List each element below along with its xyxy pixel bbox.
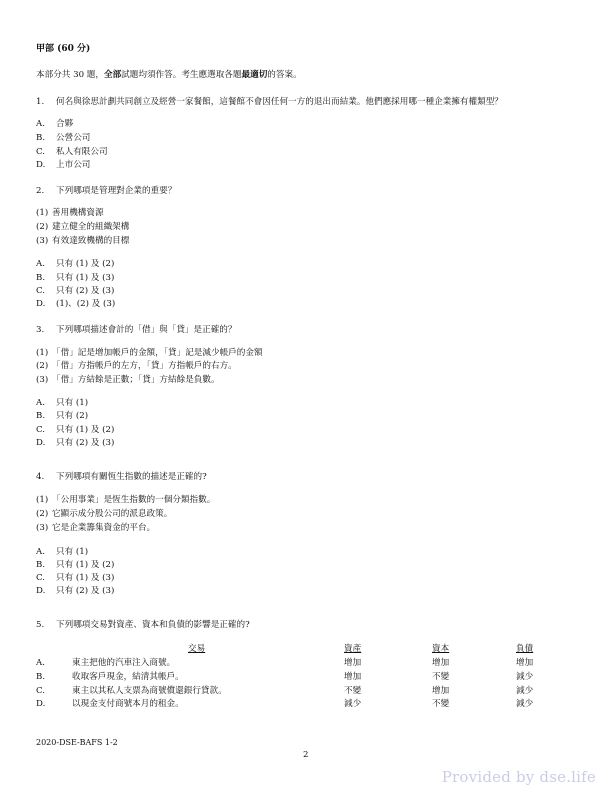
instructions-bold-2: 最適切 — [241, 70, 268, 80]
section-title: 甲部 (60 分) — [36, 44, 91, 54]
option-4c: C. 只有 (1) 及 (3) — [36, 573, 115, 583]
question-number: 3. — [36, 325, 45, 335]
watermark: Provided by dse.life — [441, 768, 596, 786]
option-2a: A. 只有 (1) 及 (2) — [36, 259, 115, 269]
table-cell: 增加 — [516, 658, 534, 668]
table-cell: 增加 — [432, 658, 450, 668]
statement-3-2: (2) 「借」方指帳戶的左方，「貸」方指帳戶的右方。 — [36, 361, 237, 371]
option-4b: B. 只有 (1) 及 (2) — [36, 560, 115, 570]
option-4d: D. 只有 (2) 及 (3) — [36, 586, 115, 596]
option-1c: C. 私人有限公司 — [36, 147, 108, 157]
table-header-liabilities: 負債 — [516, 644, 534, 654]
table-cell: 增加 — [344, 658, 362, 668]
table-cell: 減少 — [516, 699, 534, 709]
question-text: 下列哪項是管理對企業的重要？ — [56, 186, 177, 196]
question-number: 5. — [36, 620, 45, 630]
table-row: A. 東主把他的汽車注入商號。 — [36, 658, 176, 668]
option-3b: B. 只有 (2) — [36, 411, 89, 421]
option-3c: C. 只有 (1) 及 (2) — [36, 425, 115, 435]
question-text: 何名與徐思計劃共同創立及經營一家餐館，這餐館不會因任何一方的退出而結業。他們應採用哪一種企業擁有權類型？ — [56, 97, 503, 107]
instructions-bold-1: 全部 — [103, 70, 122, 80]
question-text: 下列哪項描述會計的「借」與「貸」是正確的？ — [56, 325, 237, 335]
table-row: D. 以現金支付商號本月的租金。 — [36, 699, 184, 709]
statement-3-3: (3) 「借」方結餘是正數；「貸」方結餘是負數。 — [36, 375, 220, 385]
option-2d: D. (1)、(2) 及 (3) — [36, 299, 116, 309]
table-cell: 增加 — [432, 686, 450, 696]
table-row: B. 收取客戶現金，結清其帳戶。 — [36, 672, 184, 682]
table-cell: 增加 — [344, 672, 362, 682]
question-number: 1. — [36, 97, 45, 107]
option-1d: D. 上市公司 — [36, 160, 91, 170]
table-cell: 減少 — [344, 699, 362, 709]
table-cell: 不變 — [432, 672, 450, 682]
option-4a: A. 只有 (1) — [36, 547, 89, 557]
instructions-text-3: 的答案。 — [267, 70, 302, 80]
paper-code: 2020-DSE-BAFS 1-2 — [36, 738, 118, 747]
option-2c: C. 只有 (2) 及 (3) — [36, 286, 115, 296]
question-number: 4. — [36, 472, 45, 482]
statement-3-1: (1) 「借」記是增加帳戶的金額，「貸」記是減少帳戶的金額 — [36, 348, 263, 358]
statement-4-2: (2) 它顯示成分股公司的派息政策。 — [36, 509, 173, 519]
exam-page — [36, 0, 576, 792]
page-number: 2 — [303, 750, 309, 760]
table-cell: 不變 — [432, 699, 450, 709]
question-3 — [36, 323, 236, 335]
statement-4-3: (3) 它是企業籌集資金的平台。 — [36, 523, 156, 533]
option-1a: A. 合夥 — [36, 119, 74, 129]
instructions-text-1: 本部分共 30 題， — [36, 70, 104, 80]
table-cell: 減少 — [516, 672, 534, 682]
question-1 — [36, 95, 503, 107]
question-text: 下列哪項有關恆生指數的描述是正確的? — [56, 472, 207, 482]
statement-2-1: (1) 善用機構資源 — [36, 208, 104, 218]
instructions — [36, 68, 302, 80]
table-header-capital: 資本 — [432, 644, 450, 654]
question-number: 2. — [36, 186, 45, 196]
question-2 — [36, 184, 176, 196]
option-3d: D. 只有 (2) 及 (3) — [36, 438, 115, 448]
question-text: 下列哪項交易對資產、資本和負債的影響是正確的? — [56, 620, 250, 630]
option-1b: B. 公營公司 — [36, 133, 91, 143]
statement-2-2: (2) 建立健全的組織架構 — [36, 222, 130, 232]
option-2b: B. 只有 (1) 及 (3) — [36, 273, 115, 283]
table-cell: 減少 — [516, 686, 534, 696]
statement-4-1: (1) 「公用事業」是恆生指數的一個分類指數。 — [36, 495, 216, 505]
option-3a: A. 只有 (1) — [36, 398, 89, 408]
table-header-transaction: 交易 — [188, 644, 206, 654]
statement-2-3: (3) 有效達致機構的目標 — [36, 236, 130, 246]
table-header-assets: 資產 — [344, 644, 362, 654]
table-cell: 不變 — [344, 686, 362, 696]
table-row: C. 東主以其私人支票為商號償還銀行貸款。 — [36, 686, 227, 696]
question-4 — [36, 470, 207, 482]
question-5 — [36, 618, 250, 630]
instructions-text-2: 試題均須作答。考生應選取各題 — [121, 70, 242, 80]
